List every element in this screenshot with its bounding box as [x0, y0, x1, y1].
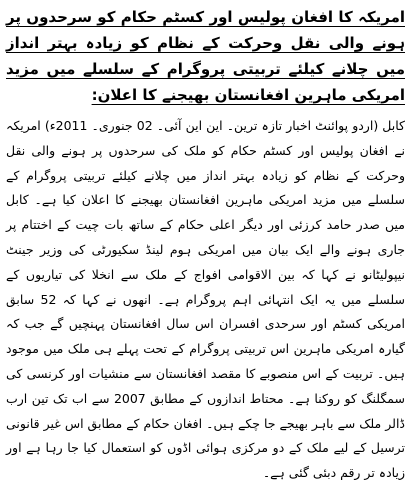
- article-headline-text: امریکہ کا افغان پولیس اور کسٹم حکام کو سرحدوں پر ہونے والی نقل وحرکت کے نظام کو زیادہ بہتر انداز میں چلانے کیلئے تربیتی پروگرام کے سلسلے میں مزید امریکی ماہرین افغانستان بھیجنے کا اعلان:: [6, 8, 405, 104]
- article-body: کابل (اردو پوائنٹ اخبار تازہ ترین۔ این این آئی۔ 02 جنوری۔ 2011ء) امریکہ نے افغان پولیس اور کسٹم حکام کو ملک کی سرحدوں پر ہونے والی نقل وحرکت کے نظام کو زیادہ بہتر انداز میں چلانے کیلئے تربیتی پروگرام کے سلسلے میں مزید امریکی ماہرین افغانستان بھیجنے کا اعلان کیا ہے۔ کابل میں صدر حامد کرزئی اور دیگر اعلی حکام کے ساتھ بات چیت کے اختتام پر جاری ہونے والے ایک بیان میں امریکی ہوم لینڈ سکیورٹی کی وزیر جینٹ نیپولیٹانو نے کہا کہ بین الاقوامی افواج کے ملک سے انخلا کی تیاریوں کے سلسلے میں یہ ایک انتہائی اہم پروگرام ہے۔ انھوں نے کہا کہ 52 سابق امریکی کسٹم اور سرحدی افسران اس سال افغانستان پہنچیں گے جب کہ گیارہ امریکی ماہرین اس تربیتی پروگرام کے تحت پہلے ہی ملک میں موجود ہیں۔ تربیت کے اس منصوبے کا مقصد افغانستان سے منشیات اور کرنسی کی سمگلنگ کو روکنا ہے۔ محتاط اندازوں کے مطابق 2007 سے اب تک تین ارب ڈالر ملک سے باہر بھیجے جا چکے ہیں۔ افغان حکام کے مطابق اس غیر قانونی ترسیل کے لیے ملک کے دو مرکزی ہوائی اڈوں کو استعمال کیا جا رہا ہے اور زیادہ تر رقم دبئی گئی ہے۔: [6, 118, 405, 481]
- article-headline: [6, 4, 405, 108]
